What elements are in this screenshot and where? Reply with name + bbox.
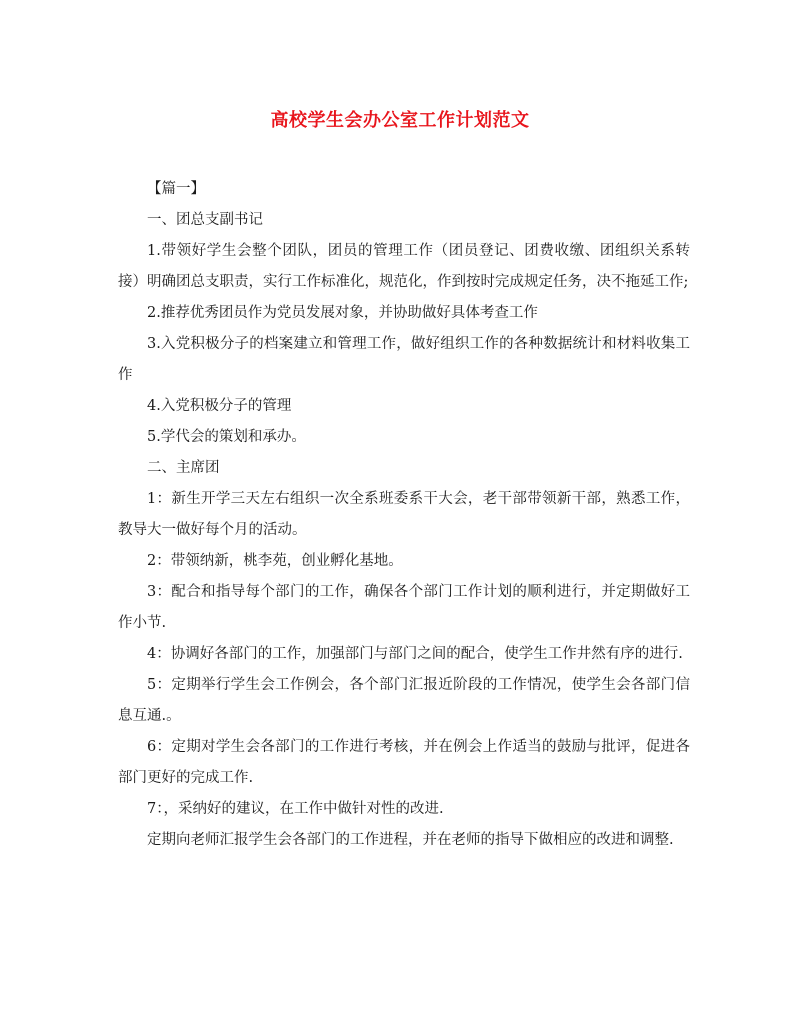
paragraph: 6：定期对学生会各部门的工作进行考核，并在例会上作适当的鼓励与批评，促进各部门更好的完成工作. — [118, 739, 690, 786]
document-title: 高校学生会办公室工作计划范文 — [270, 110, 530, 131]
paragraph: 定期向老师汇报学生会各部门的工作进程，并在老师的指导下做相应的改进和调整. — [147, 832, 674, 848]
paragraph: 5.学代会的策划和承办。 — [147, 429, 306, 445]
document-body — [118, 174, 690, 856]
paragraph: 1：新生开学三天左右组织一次全系班委系干大会，老干部带领新干部，熟悉工作，教导大一做好每个月的活动。 — [118, 491, 690, 538]
paragraph: 4.入党积极分子的管理 — [147, 398, 292, 414]
paragraph: 2：带领纳新，桃李苑，创业孵化基地。 — [147, 553, 403, 569]
paragraph: 2.推荐优秀团员作为党员发展对象，并协助做好具体考查工作 — [147, 305, 538, 321]
section-heading-deputy-secretary: 一、团总支副书记 — [147, 212, 263, 228]
paragraph: 5：定期举行学生会工作例会，各个部门汇报近阶段的工作情况，使学生会各部门信息互通.。 — [118, 677, 690, 724]
section-heading-part-one: 【篇一】 — [147, 181, 205, 197]
paragraph: 1.带领好学生会整个团队，团员的管理工作（团员登记、团费收缴、团组织关系转接）明确团总支职责，实行工作标准化，规范化，作到按时完成规定任务，决不拖延工作; — [118, 243, 690, 290]
paragraph: 7：，采纳好的建议，在工作中做针对性的改进. — [147, 801, 444, 817]
paragraph: 3.入党积极分子的档案建立和管理工作，做好组织工作的各种数据统计和材料收集工作 — [118, 336, 690, 383]
paragraph: 3：配合和指导每个部门的工作，确保各个部门工作计划的顺利进行，并定期做好工作小节. — [118, 584, 690, 631]
section-heading-presidium: 二、主席团 — [147, 460, 220, 476]
paragraph: 4：协调好各部门的工作，加强部门与部门之间的配合，使学生工作井然有序的进行. — [147, 646, 683, 662]
